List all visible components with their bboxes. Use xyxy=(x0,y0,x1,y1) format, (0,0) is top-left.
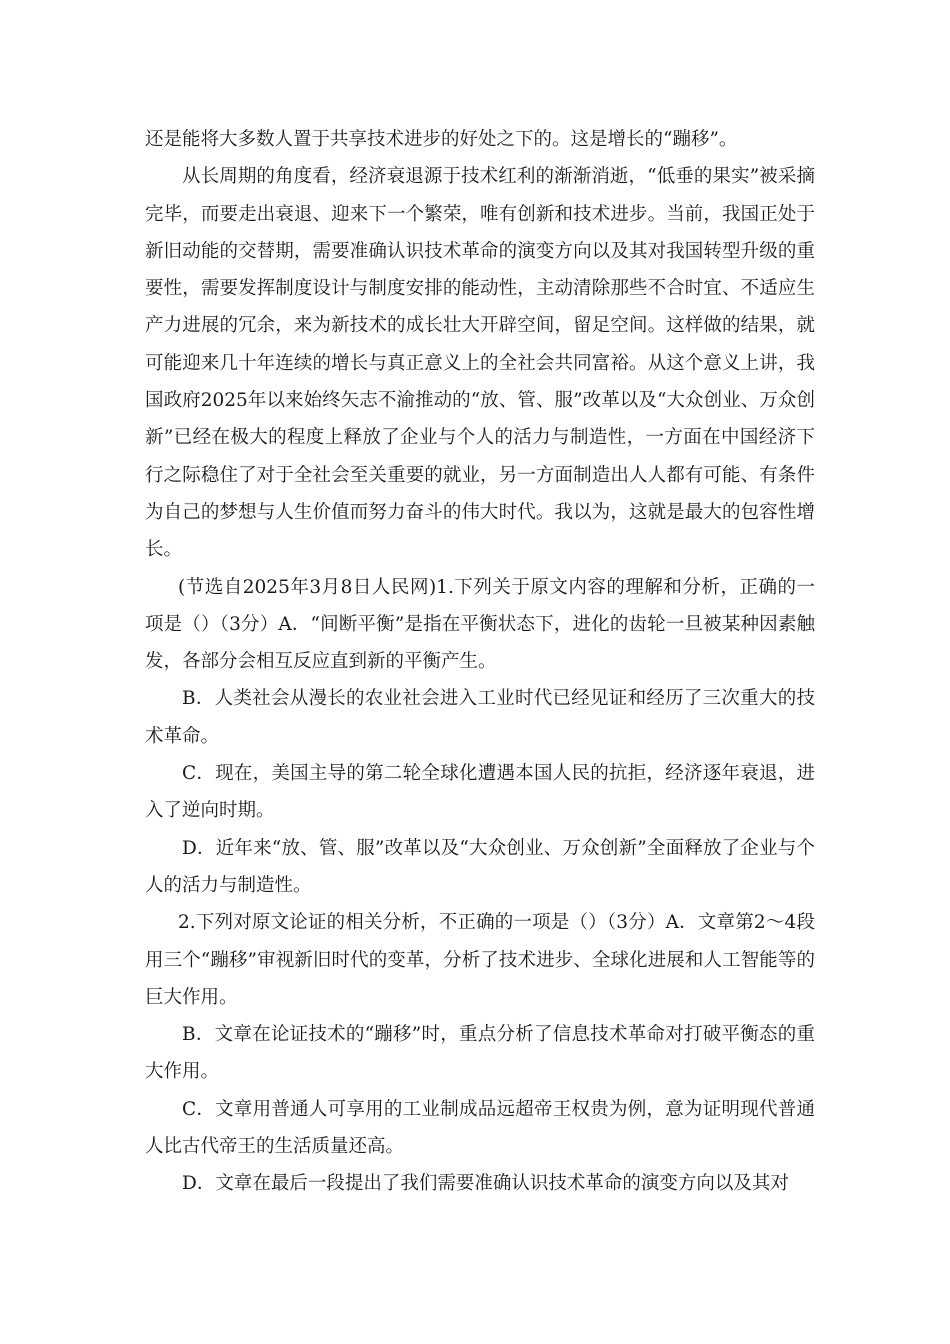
question-1-option-c: C．现在，美国主导的第二轮全球化遭遇本国人民的抗拒，经济逐年衰退，进入了逆向时期。 xyxy=(145,763,815,822)
question-2-option-d: D．文章在最后一段提出了我们需要准确认识技术革命的演变方向以及其对 xyxy=(182,1173,789,1195)
document-page xyxy=(145,121,815,1203)
question-2-option-b: B．文章在论证技术的“蹦移”时，重点分析了信息技术革命对打破平衡态的重大作用。 xyxy=(145,1024,815,1083)
question-2-option-a: 2.下列对原文论证的相关分析，不正确的一项是（）（3分）A．文章第2～4段用三个“蹦移”审视新旧时代的变革，分析了技术进步、全球化进展和人工智能等的巨大作用。 xyxy=(145,912,815,1008)
paragraph-continuation: 还是能将大多数人置于共享技术进步的好处之下的。这是增长的“蹦移”。 xyxy=(145,129,738,150)
question-2-option-c: C．文章用普通人可享用的工业制成品远超帝王权贵为例，意为证明现代普通人比古代帝王的生活质量还高。 xyxy=(145,1098,815,1158)
paragraph-long-cycle: 从长周期的角度看，经济衰退源于技术红利的渐渐消逝，“低垂的果实”被采摘完毕，而要走出衰退、迎来下一个繁荣，唯有创新和技术进步。当前，我国正处于新旧动能的交替期，需要准确认识技术革命的演变方向以及其对我国转型升级的重要性，需要发挥制度设计与制度安排的能动性，主动清除那些不合时宜、不适应生产力进展的冗余，来为新技术的成长壮大开辟空间，留足空间。这样做的结果，就可能迎来几十年连续的增长与真正意义上的全社会共同富裕。从这个意义上讲，我国政府2025年以来始终矢志不渝推动的“放、管、服”改革以及“大众创业、万众创新”已经在极大的程度上释放了企业与个人的活力与制造性，一方面在中国经济下行之际稳住了对于全社会至关重要的就业，另一方面制造出人人都有可能、有条件为自己的梦想与人生价值而努力奋斗的伟大时代。我以为，这就是最大的包容性增长。 xyxy=(145,166,815,561)
question-1-option-b: B．人类社会从漫长的农业社会进入工业时代已经见证和经历了三次重大的技术革命。 xyxy=(145,688,815,747)
question-1-option-a: (节选自2025年3月8日人民网)1.下列关于原文内容的理解和分析，正确的一项是（）（3分）A．“间断平衡”是指在平衡状态下，进化的齿轮一旦被某种因素触发，各部分会相互反应直到新的平衡产生。 xyxy=(145,576,815,673)
question-1-option-d: D．近年来“放、管、服”改革以及“大众创业、万众创新”全面释放了企业与个人的活力与制造性。 xyxy=(145,837,815,896)
